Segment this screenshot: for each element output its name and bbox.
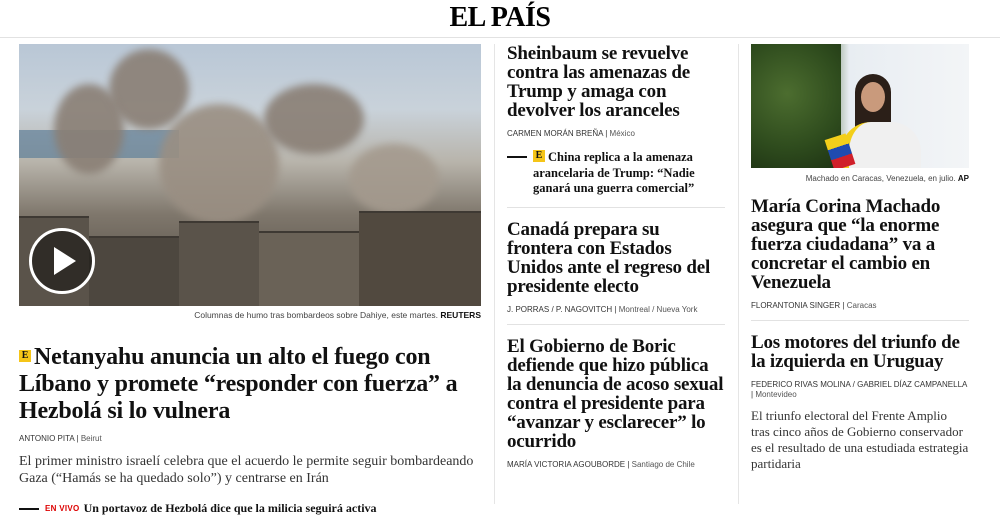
story-byline: MARÍA VICTORIA AGOUBORDE | Santiago de Chile bbox=[507, 459, 695, 469]
dash-icon bbox=[507, 156, 527, 158]
story-headline[interactable]: Canadá prepara su frontera con Estados Unidos ante el regreso del presidente electo bbox=[507, 218, 711, 297]
story-headline[interactable]: Sheinbaum se revuelve contra las amenazas de Trump y amaga con devolver los aranceles bbox=[507, 43, 690, 121]
story-byline: FEDERICO RIVAS MOLINA / GABRIEL DÍAZ CAMPANELLA | Montevideo bbox=[751, 380, 967, 399]
story-uruguay bbox=[751, 333, 969, 472]
story-separator bbox=[507, 207, 725, 208]
story-headline[interactable]: María Corina Machado asegura que “la enorme fuerza ciudadana” va a concretar el cambio en Venezuela bbox=[751, 196, 941, 293]
photo-credit: AP bbox=[957, 174, 969, 183]
column-divider bbox=[738, 44, 739, 504]
story-separator bbox=[507, 324, 725, 325]
story-sheinbaum bbox=[507, 44, 725, 197]
story-boric bbox=[507, 337, 725, 469]
smoke-plume bbox=[349, 144, 439, 214]
main-byline: ANTONIO PITA | Beirut bbox=[19, 434, 102, 443]
main-story bbox=[19, 44, 481, 516]
related-link-china[interactable]: E China replica a la amenaza arancelaria de Trump: “Nadie ganará una guerra comercial” bbox=[507, 150, 725, 197]
exclusive-e-icon: E bbox=[533, 150, 545, 162]
story-byline: J. PORRAS / P. NAGOVITCH | Montreal / Nueva York bbox=[507, 304, 698, 314]
masthead bbox=[0, 0, 1000, 38]
live-update-link[interactable]: EN VIVO Un portavoz de Hezbolá dice que la milicia seguirá activa bbox=[19, 501, 481, 516]
smoke-plume bbox=[159, 104, 279, 224]
author-link[interactable]: J. PORRAS / P. NAGOVITCH bbox=[507, 304, 613, 314]
live-badge: EN VIVO bbox=[45, 504, 80, 513]
author-link[interactable]: FEDERICO RIVAS MOLINA / GABRIEL DÍAZ CAMPANELLA bbox=[751, 380, 967, 389]
exclusive-e-icon: E bbox=[19, 350, 31, 362]
smoke-plume bbox=[264, 84, 364, 154]
smoke-plume bbox=[54, 84, 124, 174]
story-byline: CARMEN MORÁN BREÑA | México bbox=[507, 129, 635, 138]
photo-caption: Columnas de humo tras bombardeos sobre Dahiye, este martes. REUTERS bbox=[194, 310, 481, 320]
story-machado bbox=[751, 197, 969, 310]
play-icon bbox=[54, 247, 76, 275]
story-summary: El triunfo electoral del Frente Amplio tras cinco años de Gobierno conservador es el resultado de una estudiada estrategia partidaria bbox=[751, 408, 969, 471]
column-divider bbox=[494, 44, 495, 504]
play-video-button[interactable] bbox=[29, 228, 95, 294]
main-summary: El primer ministro israelí celebra que el acuerdo le permite seguir bombardeando Gaza (“Hamás se ha quedado solo”) y centrarse en Irán bbox=[19, 454, 474, 486]
building bbox=[359, 211, 481, 306]
author-link[interactable]: ANTONIO PITA bbox=[19, 434, 75, 443]
author-link[interactable]: MARÍA VICTORIA AGOUBORDE bbox=[507, 459, 626, 469]
building bbox=[259, 231, 359, 306]
photo-caption: Machado en Caracas, Venezuela, en julio. AP bbox=[805, 174, 969, 183]
el-pais-logo[interactable]: EL PAÍS bbox=[449, 2, 551, 33]
middle-column bbox=[507, 44, 725, 469]
story-byline: FLORANTONIA SINGER | Caracas bbox=[751, 301, 877, 310]
author-link[interactable]: FLORANTONIA SINGER bbox=[751, 301, 841, 310]
photo-credit: REUTERS bbox=[440, 310, 481, 320]
story-separator bbox=[751, 320, 969, 321]
machado-photo[interactable] bbox=[751, 44, 969, 168]
building bbox=[89, 236, 179, 306]
main-headline[interactable]: E Netanyahu anuncia un alto el fuego con Líbano y promete “responder con fuerza” a Hezbolá si lo vulnera bbox=[19, 344, 458, 424]
story-canada bbox=[507, 220, 725, 314]
author-link[interactable]: CARMEN MORÁN BREÑA bbox=[507, 129, 604, 138]
building bbox=[179, 221, 259, 306]
dash-icon bbox=[19, 508, 39, 510]
story-headline[interactable]: El Gobierno de Boric defiende que hizo pública la denuncia de acoso sexual contra el presidente para “avanzar y esclarecer” lo ocurrido bbox=[507, 335, 724, 452]
right-column bbox=[751, 44, 969, 472]
person-face bbox=[861, 82, 885, 112]
story-headline[interactable]: Los motores del triunfo de la izquierda en Uruguay bbox=[751, 332, 960, 372]
hero-video-thumbnail[interactable] bbox=[19, 44, 481, 306]
